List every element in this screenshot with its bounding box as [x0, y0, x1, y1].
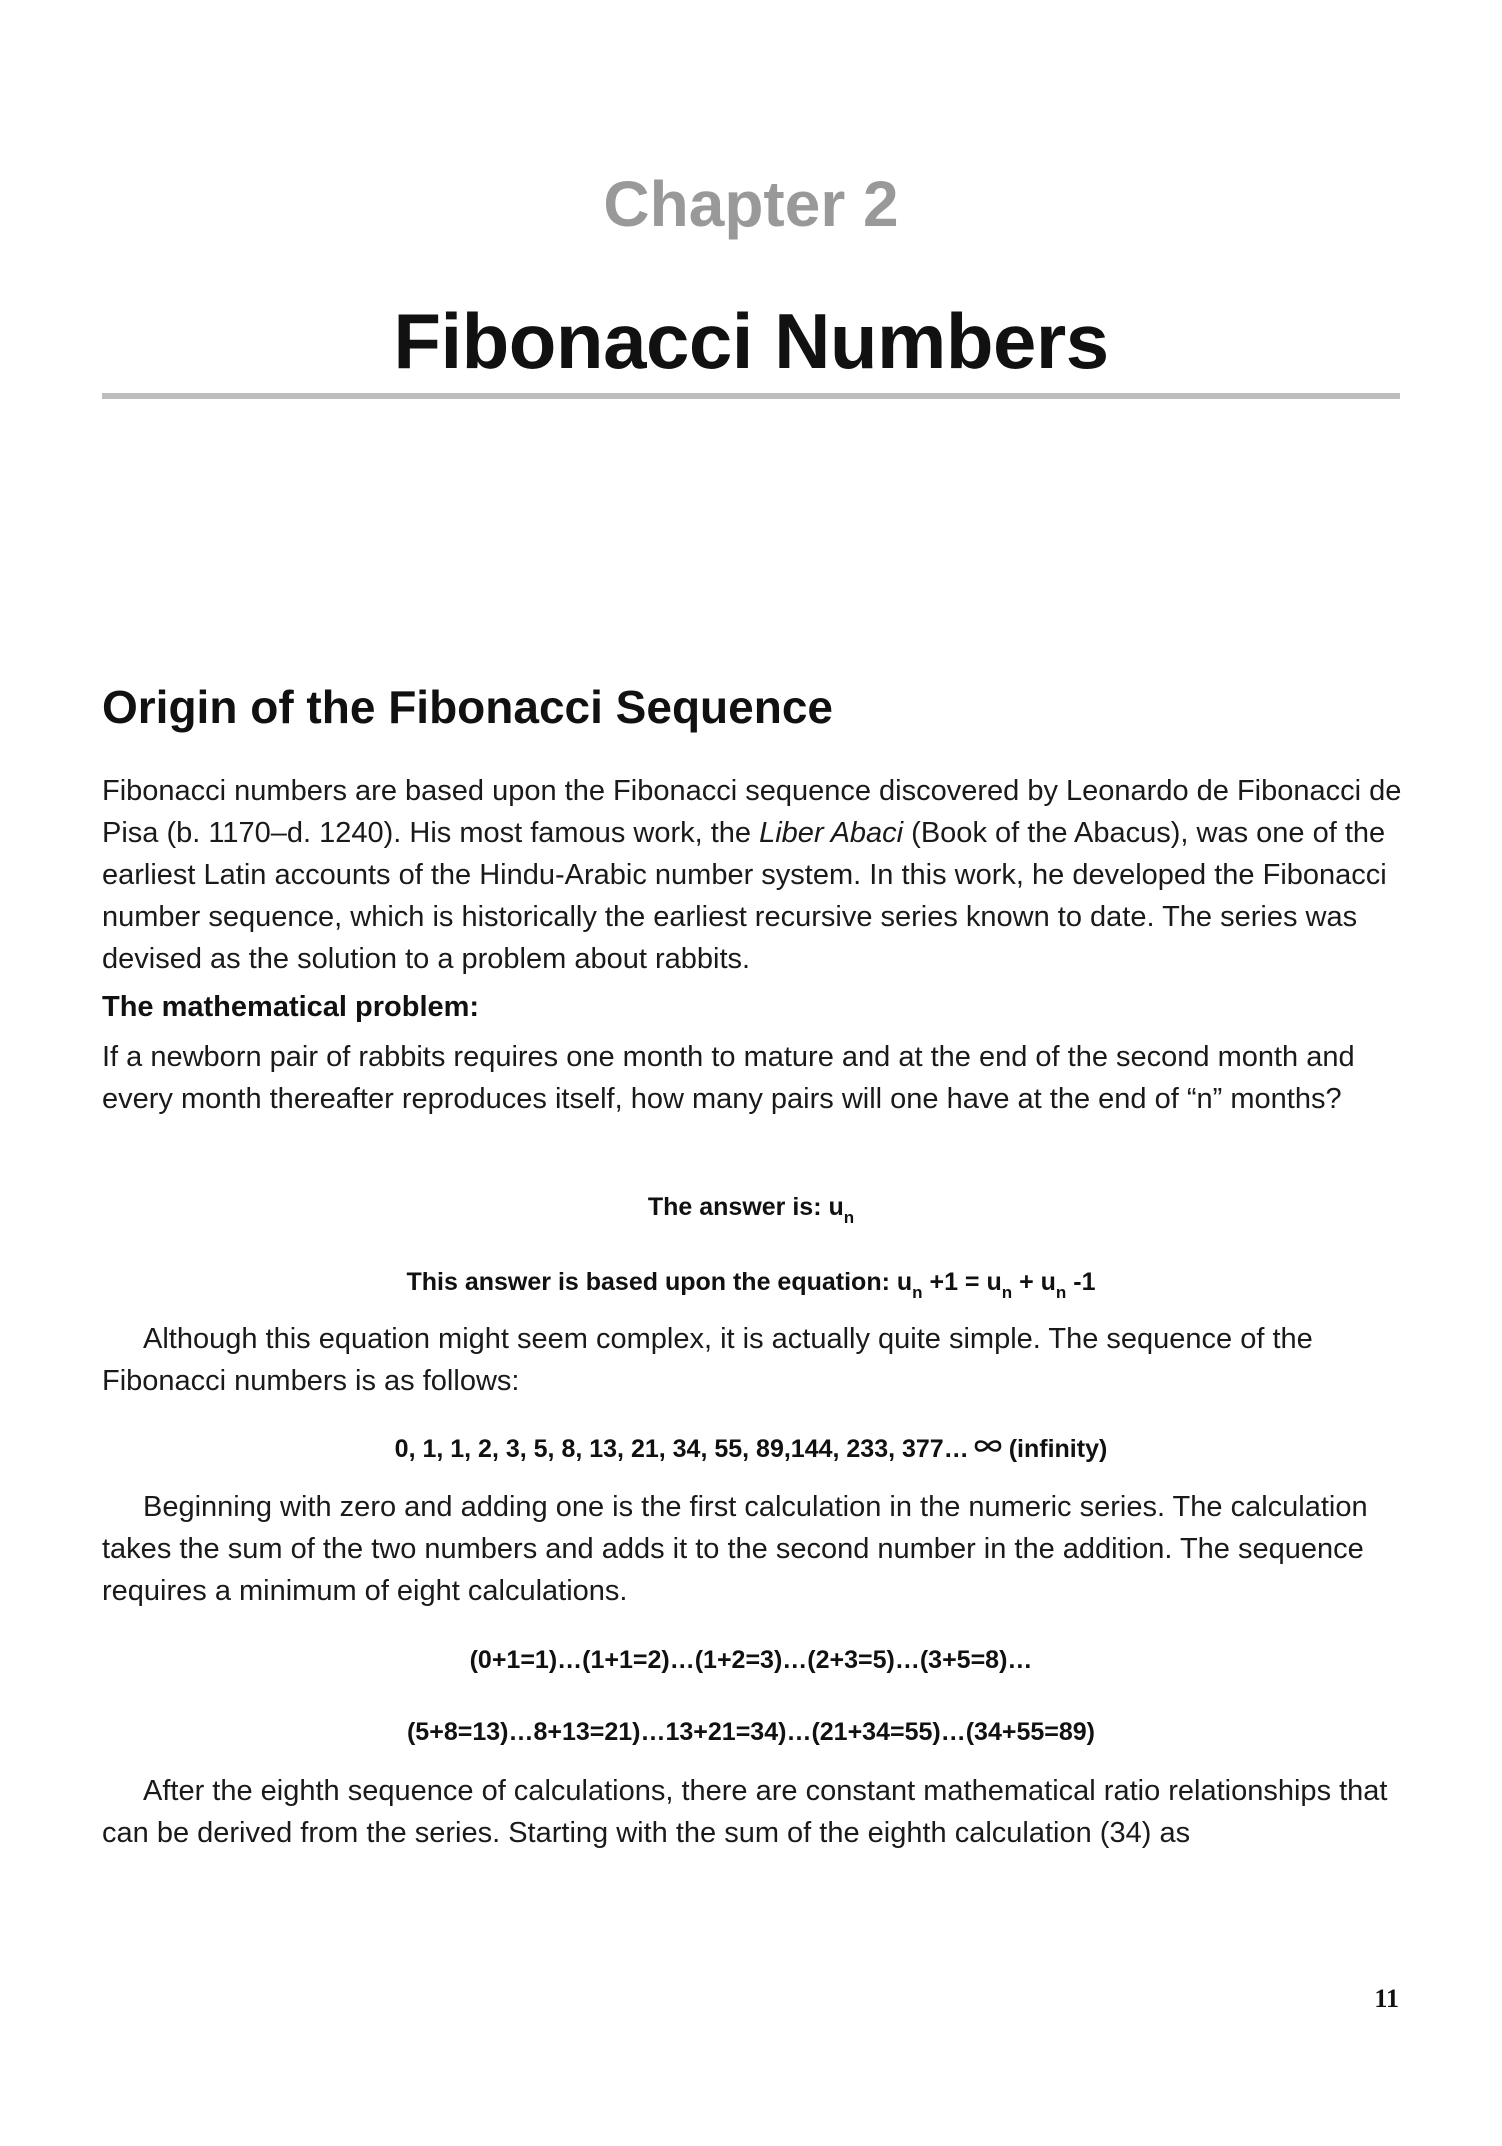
page-number: 11	[1374, 1984, 1399, 2013]
explanation-paragraph: Although this equation might seem complex, it is actually quite simple. The sequence of the Fibonacci numbers is as follows:	[102, 1323, 1313, 1397]
chapter-title: Fibonacci Numbers	[393, 297, 1109, 385]
calculation-line-1: (0+1=1)…(1+1=2)…(1+2=3)…(2+3=5)…(3+5=8)…	[469, 1646, 1033, 1674]
problem-heading: The mathematical problem:	[102, 991, 480, 1023]
intro-text-1: Fibonacci numbers are based upon the Fibonacci sequence discovered by Leonardo de Fibonacci de Pisa (b. 1170–d. 1240). His most famous work, the	[102, 775, 1402, 849]
problem-paragraph: If a newborn pair of rabbits requires one month to mature and at the end of the second month and every month thereafter reproduces itself, how many pairs will one have at the end of “n” months?	[102, 1041, 1355, 1115]
intro-text-2: (Book of the Abacus), was one of the earliest Latin accounts of the Hindu-Arabic number system. In this work, he developed the Fibonacci number sequence, which is historically the earliest recursive series known to date. The series was devised as the solution to a problem about rabbits.	[102, 817, 1387, 975]
sequence-line	[0, 1433, 1502, 1462]
title-divider	[102, 393, 1400, 399]
sequence-suffix: (infinity)	[1008, 1435, 1108, 1463]
answer-subscript: n	[843, 1208, 855, 1227]
equation-subscript-1: n	[912, 1283, 923, 1302]
chapter-label: Chapter 2	[603, 168, 899, 240]
equation-line	[0, 1268, 1502, 1302]
section-heading: Origin of the Fibonacci Sequence	[102, 681, 833, 733]
answer-prefix: The answer is: u	[647, 1193, 844, 1221]
equation-mid-1: +1 = u	[922, 1268, 1002, 1296]
answer-line	[0, 1193, 1502, 1227]
intro-paragraph	[102, 770, 1402, 980]
book-title-italic: Liber Abaci	[759, 817, 904, 849]
equation-suffix: -1	[1066, 1268, 1096, 1296]
equation-subscript-3: n	[1055, 1283, 1067, 1302]
ratio-paragraph: After the eighth sequence of calculations, there are constant mathematical ratio relationships that can be derived from the series. Starting with the sum of the eighth calculation (34) as	[102, 1775, 1388, 1849]
calculation-line-2: (5+8=13)…8+13=21)…13+21=34)…(21+34=55)…(34+55=89)	[406, 1718, 1095, 1746]
sequence-numbers: 0, 1, 1, 2, 3, 5, 8, 13, 21, 34, 55, 89,144, 233, 377…	[394, 1435, 969, 1463]
equation-subscript-2: n	[1001, 1283, 1013, 1302]
equation-mid-2: + u	[1012, 1268, 1056, 1296]
equation-prefix: This answer is based upon the equation: u	[406, 1268, 913, 1296]
infinity-icon	[973, 1433, 1003, 1458]
calculation-paragraph: Beginning with zero and adding one is the first calculation in the numeric series. The calculation takes the sum of the two numbers and adds it to the second number in the addition. The sequence requires a minimum of eight calculations.	[102, 1491, 1368, 1607]
